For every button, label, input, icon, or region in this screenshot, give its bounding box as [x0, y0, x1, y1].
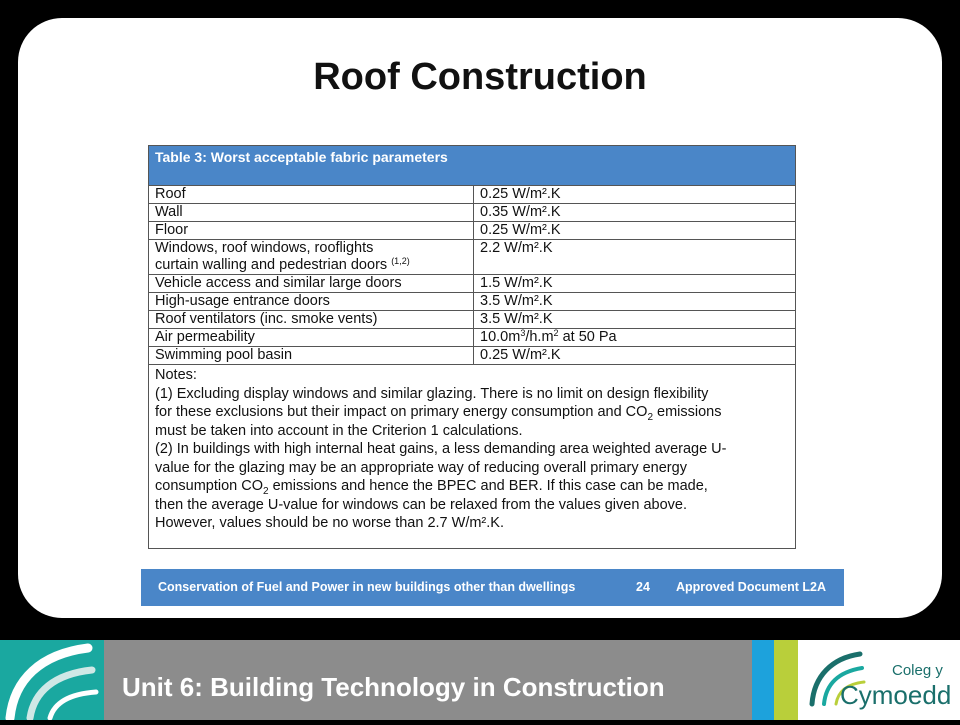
value-part: /h.m [525, 329, 554, 345]
table-row [149, 204, 796, 222]
table-row [149, 329, 796, 347]
value-cell [474, 329, 796, 347]
note-line [155, 403, 789, 422]
accent-stripe-green [774, 640, 798, 720]
table-row [149, 222, 796, 240]
value-cell: 3.5 W/m².K [474, 293, 796, 311]
value-cell: 1.5 W/m².K [474, 275, 796, 293]
footer-doc-name: Approved Document L2A [676, 580, 827, 594]
value-sup: 2 [553, 328, 559, 338]
param-cell: Swimming pool basin [149, 347, 474, 365]
unit-title-panel [104, 640, 752, 720]
value-cell: 0.25 W/m².K [474, 347, 796, 365]
college-logo [798, 640, 960, 720]
table-row [149, 186, 796, 204]
college-name-line1: Coleg y [892, 662, 943, 679]
footer-doc-title: Conservation of Fuel and Power in new buildings other than dwellings [158, 580, 576, 594]
note-line: (2) In buildings with high internal heat gains, a less demanding area weighted average U- [155, 441, 727, 457]
param-cell: Floor [149, 222, 474, 240]
bottom-banner [0, 640, 960, 720]
value-sup: 3 [520, 328, 526, 338]
swoosh-logo-icon [0, 640, 104, 720]
note-line: must be taken into account in the Criterion 1 calculations. [155, 422, 523, 439]
value-part: 10.0m [480, 329, 521, 345]
param-cell: Wall [149, 204, 474, 222]
table-row [149, 311, 796, 329]
note-text: emissions [653, 404, 722, 420]
footnote-ref: (1,2) [391, 256, 410, 266]
param-cell: Vehicle access and similar large doors [149, 275, 474, 293]
notes-row [149, 365, 796, 549]
table-row [149, 347, 796, 365]
slide-title: Roof Construction [313, 56, 647, 98]
note-line: value for the glazing may be an appropriate way of reducing overall primary energy [155, 459, 687, 476]
value-cell: 0.25 W/m².K [474, 186, 796, 204]
footer-page-number: 24 [636, 580, 650, 594]
note-line [155, 477, 789, 496]
unit-title: Unit 6: Building Technology in Construction [122, 672, 665, 702]
note-line: However, values should be no worse than 2.7 W/m².K. [155, 515, 504, 531]
param-line: curtain walling and pedestrian doors [155, 257, 388, 273]
college-logo-mark-left [0, 640, 104, 720]
param-cell: Roof ventilators (inc. smoke vents) [149, 311, 474, 329]
table-row [149, 275, 796, 293]
note-text: emissions and hence the BPEC and BER. If this case can be made, [268, 478, 708, 494]
table-row [149, 293, 796, 311]
table-header-row [149, 146, 796, 186]
note-line: then the average U-value for windows can be relaxed from the values given above. [155, 496, 687, 513]
param-line: Windows, roof windows, rooflights [155, 240, 374, 256]
value-cell: 3.5 W/m².K [474, 311, 796, 329]
note-sub: 2 [647, 411, 653, 423]
param-cell: Roof [149, 186, 474, 204]
notes-heading: Notes: [155, 367, 197, 383]
value-cell: 2.2 W/m².K [474, 240, 796, 275]
value-part: at 50 Pa [558, 329, 617, 345]
param-cell: High-usage entrance doors [149, 293, 474, 311]
note-line: (1) Excluding display windows and similar glazing. There is no limit on design flexibility [155, 385, 709, 402]
document-footer-bar [141, 569, 844, 606]
param-cell [149, 240, 474, 275]
accent-stripe-blue [752, 640, 774, 720]
table-row [149, 240, 796, 275]
fabric-parameters-table [148, 145, 796, 549]
college-name-line2: Cymoedd [840, 680, 952, 710]
notes-cell [149, 365, 796, 549]
note-sub: 2 [263, 485, 269, 497]
value-cell: 0.35 W/m².K [474, 204, 796, 222]
value-cell: 0.25 W/m².K [474, 222, 796, 240]
param-cell: Air permeability [149, 329, 474, 347]
table-heading: Table 3: Worst acceptable fabric parameters [149, 146, 796, 186]
note-text: consumption CO [155, 478, 263, 494]
note-text: for these exclusions but their impact on primary energy consumption and CO [155, 404, 648, 420]
